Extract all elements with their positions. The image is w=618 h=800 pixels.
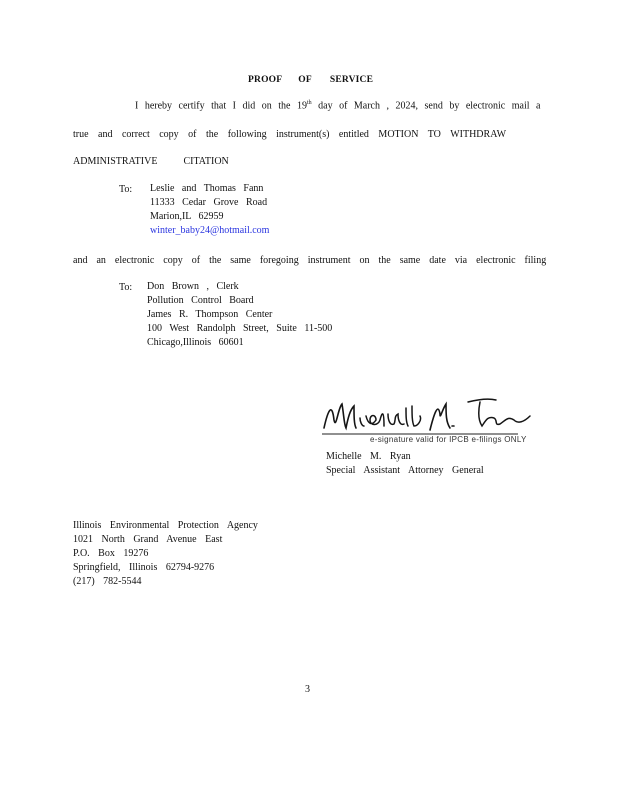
agency-name: Illinois Environmental Protection Agency <box>73 520 258 531</box>
ordinal-suffix: th <box>306 100 312 106</box>
title-word-service: SERVICE <box>329 75 374 85</box>
signatory-name: Michelle M. Ryan <box>326 451 411 462</box>
agency-city: Springfield, Illinois 62794-9276 <box>73 562 215 573</box>
certification-line-2: true and correct copy of the following instrument(s) entitled MOTION TO WITHDRAW <box>73 129 507 140</box>
recipient2-street: 100 West Randolph Street, Suite 11-500 <box>147 323 333 334</box>
agency-street: 1021 North Grand Avenue East <box>73 534 223 545</box>
recipient2-address-block <box>147 280 332 350</box>
certification-line-3: ADMINISTRATIVE CITATION <box>73 156 229 167</box>
recipient1-street: 11333 Cedar Grove Road <box>150 197 268 208</box>
recipient2-name: Don Brown , Clerk <box>147 281 239 292</box>
title-word-proof: PROOF <box>248 75 283 85</box>
recipient1-address-block <box>150 182 269 238</box>
recipient2-building: James R. Thompson Center <box>147 309 273 320</box>
electronic-filing-line: and an electronic copy of the same foregoing instrument on the same date via electronic filing <box>73 255 547 266</box>
recipient1-name: Leslie and Thomas Fann <box>150 183 264 194</box>
title-word-of: OF <box>298 75 312 85</box>
recipient2-org: Pollution Control Board <box>147 295 254 306</box>
recipient2-city: Chicago,Illinois 60601 <box>147 337 244 348</box>
signatory-title: Special Assistant Attorney General <box>326 465 484 476</box>
recipient1-label: To: <box>119 184 133 195</box>
agency-phone: (217) 782-5544 <box>73 576 142 587</box>
recipient2-label: To: <box>119 282 133 293</box>
page-number: 3 <box>305 684 310 695</box>
signatory-block <box>326 450 484 478</box>
agency-po-box: P.O. Box 19276 <box>73 548 149 559</box>
recipient1-email-link[interactable]: winter_baby24@hotmail.com <box>150 225 270 236</box>
agency-address-block <box>73 519 258 589</box>
recipient1-city: Marion,IL 62959 <box>150 211 224 222</box>
signature-caption: e-signature valid for IPCB e-filings ONLY <box>370 435 527 444</box>
certification-line-1: I hereby certify that I did on the 19th day of March , 2024, send by electronic mail a <box>135 100 541 112</box>
document-title <box>248 75 373 85</box>
